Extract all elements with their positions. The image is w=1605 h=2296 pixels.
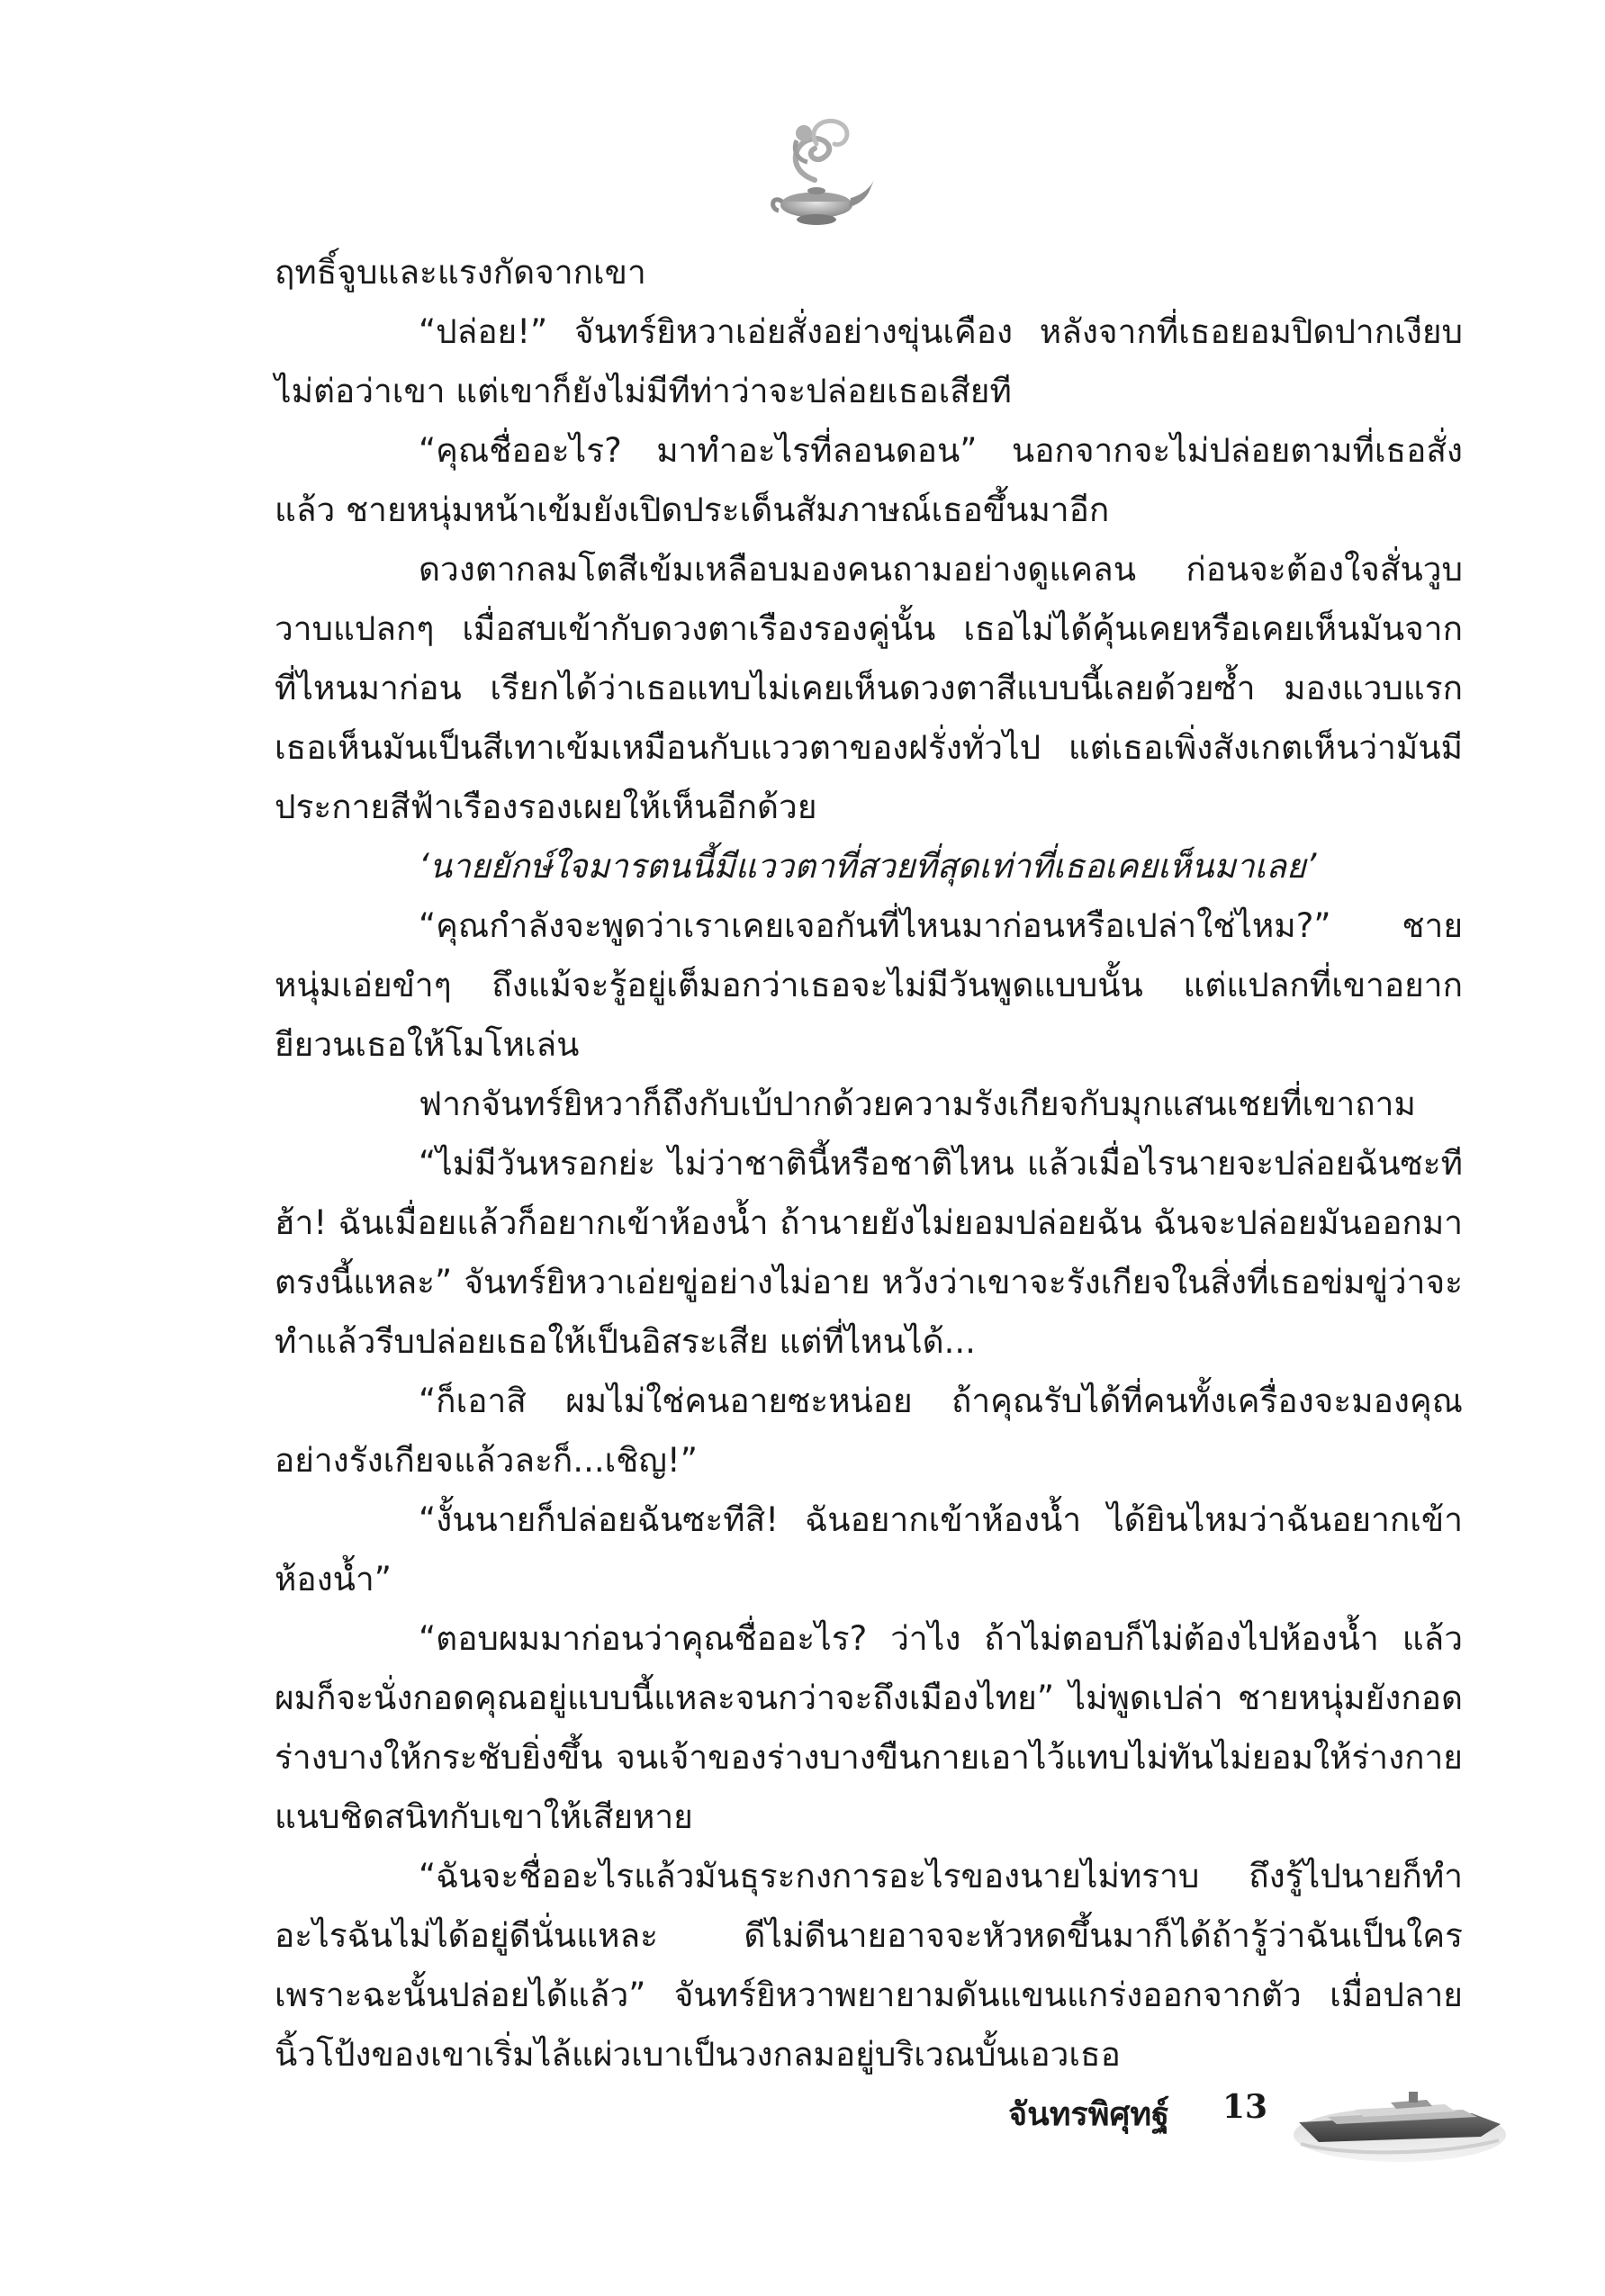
- paragraph: “คุณกำลังจะพูดว่าเราเคยเจอกันที่ไหนมาก่อนหรือเปล่าใช่ไหม?” ชายหนุ่มเอ่ยขำๆ ถึงแม้จะรู้อยู่เต็มอกว่าเธอจะไม่มีวันพูดแบบนั้น แต่แปลกที่เขาอยากยียวนเธอให้โมโหเล่น: [275, 906, 1463, 1064]
- page-number: 13: [1222, 2088, 1268, 2126]
- paragraph: “งั้นนายก็ปล่อยฉันซะทีสิ! ฉันอยากเข้าห้องน้ำ ได้ยินไหมว่าฉันอยากเข้าห้องน้ำ”: [275, 1500, 1463, 1598]
- paragraph: “ฉันจะชื่ออะไรแล้วมันธุระกงการอะไรของนายไม่ทราบ ถึงรู้ไปนายก็ทำอะไรฉันไม่ได้อยู่ดีนั่นแหละ ดีไม่ดีนายอาจจะหัวหดขึ้นมาก็ได้ถ้ารู้ว่าฉันเป็นใคร เพราะฉะนั้นปล่อยได้แล้ว” จันทร์ยิหวาพยายามดันแขนแกร่งออกจากตัว เมื่อปลายนิ้วโป้งของเขาเริ่มไล้แผ่วเบาเป็นวงกลมอยู่บริเวณบั้นเอวเธอ: [275, 1857, 1463, 2074]
- book-title: จันทรพิศุทฐ์: [1008, 2096, 1169, 2133]
- paragraph: “ตอบผมมาก่อนว่าคุณชื่ออะไร? ว่าไง ถ้าไม่ตอบก็ไม่ต้องไปห้องน้ำ แล้วผมก็จะนั่งกอดคุณอยู่แบบนี้แหละจนกว่าจะถึงเมืองไทย” ไม่พูดเปล่า ชายหนุ่มยังกอดร่างบางให้กระชับยิ่งขึ้น จนเจ้าของร่างบางขืนกายเอาไว้แทบไม่ทันไม่ยอมให้ร่างกายแนบชิดสนิทกับเขาให้เสียหาย: [275, 1619, 1463, 1836]
- inner-thought-paragraph: ‘นายยักษ์ใจมารตนนี้มีแววตาที่สวยที่สุดเท่าที่เธอเคยเห็นมาเลย’: [419, 847, 1317, 886]
- page-footer: [1008, 2070, 1512, 2169]
- paragraph: “ก็เอาสิ ผมไม่ใช่คนอายซะหน่อย ถ้าคุณรับได้ที่คนทั้งเครื่องจะมองคุณอย่างรังเกียจแล้วละก็...เชิญ!”: [275, 1382, 1463, 1480]
- paragraph: “ปล่อย!” จันทร์ยิหวาเอ่ยสั่งอย่างขุ่นเคือง หลังจากที่เธอยอมปิดปากเงียบไม่ต่อว่าเขา แต่เขาก็ยังไม่มีทีท่าว่าจะปล่อยเธอเสียที: [275, 312, 1463, 410]
- paragraph: ฟากจันทร์ยิหวาก็ถึงกับเบ้ปากด้วยความรังเกียจกับมุกแสนเชยที่เขาถาม: [419, 1085, 1416, 1123]
- genie-lamp-icon: [752, 108, 878, 234]
- paragraph: ดวงตากลมโตสีเข้มเหลือบมองคนถามอย่างดูแคลน ก่อนจะต้องใจสั่นวูบวาบแปลกๆ เมื่อสบเข้ากับดวงตาเรืองรองคู่นั้น เธอไม่ได้คุ้นเคยหรือเคยเห็นมันจากที่ไหนมาก่อน เรียกได้ว่าเธอแทบไม่เคยเห็นดวงตาสีแบบนี้เลยด้วยซ้ำ มองแวบแรกเธอเห็นมันเป็นสีเทาเข้มเหมือนกับแววตาของฝรั่งทั่วไป แต่เธอเพิ่งสังเกตเห็นว่ามันมีประกายสีฟ้าเรืองรองเผยให้เห็นอีกด้วย: [275, 550, 1463, 826]
- paragraph: “คุณชื่ออะไร? มาทำอะไรที่ลอนดอน” นอกจากจะไม่ปล่อยตามที่เธอสั่งแล้ว ชายหนุ่มหน้าเข้มยังเปิดประเด็นสัมภาษณ์เธอขึ้นมาอีก: [275, 431, 1463, 529]
- cruise-ship-icon: [1292, 2070, 1508, 2169]
- paragraph: “ไม่มีวันหรอกย่ะ ไม่ว่าชาตินี้หรือชาติไหน แล้วเมื่อไรนายจะปล่อยฉันซะทีฮ้า! ฉันเมื่อยแล้วก็อยากเข้าห้องน้ำ ถ้านายยังไม่ยอมปล่อยฉัน ฉันจะปล่อยมันออกมาตรงนี้แหละ” จันทร์ยิหวาเอ่ยขู่อย่างไม่อาย หวังว่าเขาจะรังเกียจในสิ่งที่เธอข่มขู่ว่าจะทำแล้วรีบปล่อยเธอให้เป็นอิสระเสีย แต่ที่ไหนได้...: [275, 1144, 1463, 1361]
- story-text: [275, 243, 1463, 2084]
- paragraph: ฤทธิ์จูบและแรงกัดจากเขา: [275, 253, 646, 292]
